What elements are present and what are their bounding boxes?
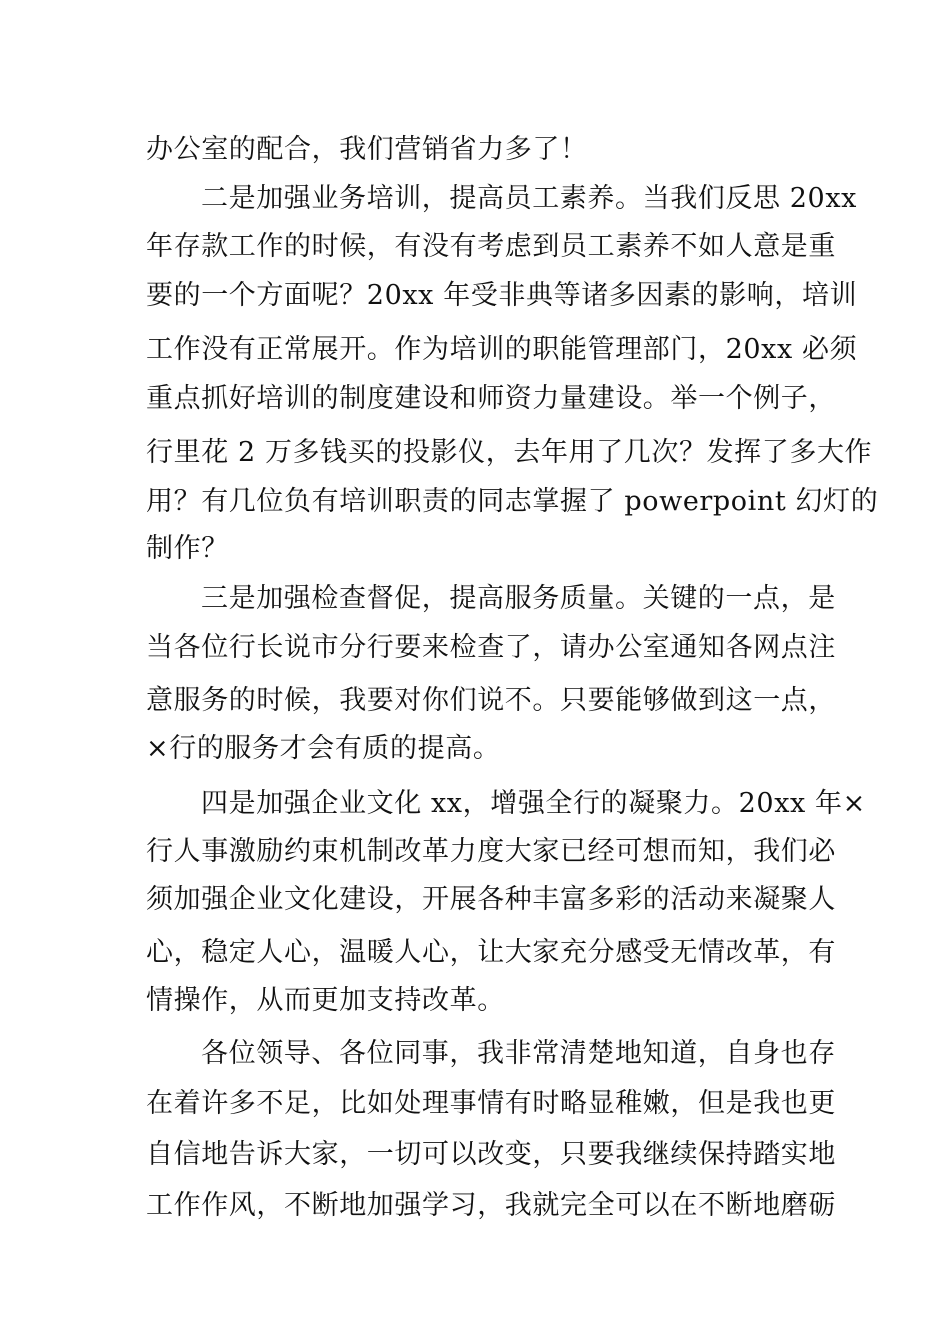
text-line: ×行的服务才会有质的提高。 (146, 733, 501, 764)
paragraph-start-line: 各位领导、各位同事，我非常清楚地知道，自身也存 (201, 1038, 836, 1069)
paragraph-start-line: 二是加强业务培训，提高员工素养。当我们反思 20xx (201, 183, 857, 214)
text-line: 用？有几位负有培训职责的同志掌握了 powerpoint 幻灯的 (146, 486, 879, 517)
text-line: 制作？ (146, 533, 229, 564)
text-line: 情操作，从而更加支持改革。 (146, 985, 505, 1016)
text-line: 当各位行长说市分行要来检查了，请办公室通知各网点注 (146, 632, 836, 663)
text-line: 重点抓好培训的制度建设和师资力量建设。举一个例子， (146, 383, 836, 414)
text-line: 意服务的时候，我要对你们说不。只要能够做到这一点， (146, 685, 836, 716)
text-line: 心，稳定人心，温暖人心，让大家充分感受无情改革，有 (146, 937, 836, 968)
paragraph-start-line: 四是加强企业文化 xx，增强全行的凝聚力。20xx 年× (201, 788, 866, 819)
text-line: 要的一个方面呢？20xx 年受非典等诸多因素的影响，培训 (146, 280, 858, 311)
text-line: 行人事激励约束机制改革力度大家已经可想而知，我们必 (146, 836, 836, 867)
text-line: 工作作风，不断地加强学习，我就完全可以在不断地磨砺 (146, 1190, 836, 1221)
text-line: 年存款工作的时候，有没有考虑到员工素养不如人意是重 (146, 231, 836, 262)
text-line: 须加强企业文化建设，开展各种丰富多彩的活动来凝聚人 (146, 884, 836, 915)
text-line: 行里花 2 万多钱买的投影仪，去年用了几次？发挥了多大作 (146, 437, 873, 468)
paragraph-start-line: 三是加强检查督促，提高服务质量。关键的一点，是 (201, 583, 836, 614)
text-line: 工作没有正常展开。作为培训的职能管理部门，20xx 必须 (146, 334, 858, 365)
text-line: 自信地告诉大家，一切可以改变，只要我继续保持踏实地 (146, 1139, 836, 1170)
text-line: 办公室的配合，我们营销省力多了！ (146, 134, 588, 165)
text-line: 在着许多不足，比如处理事情有时略显稚嫩，但是我也更 (146, 1088, 836, 1119)
